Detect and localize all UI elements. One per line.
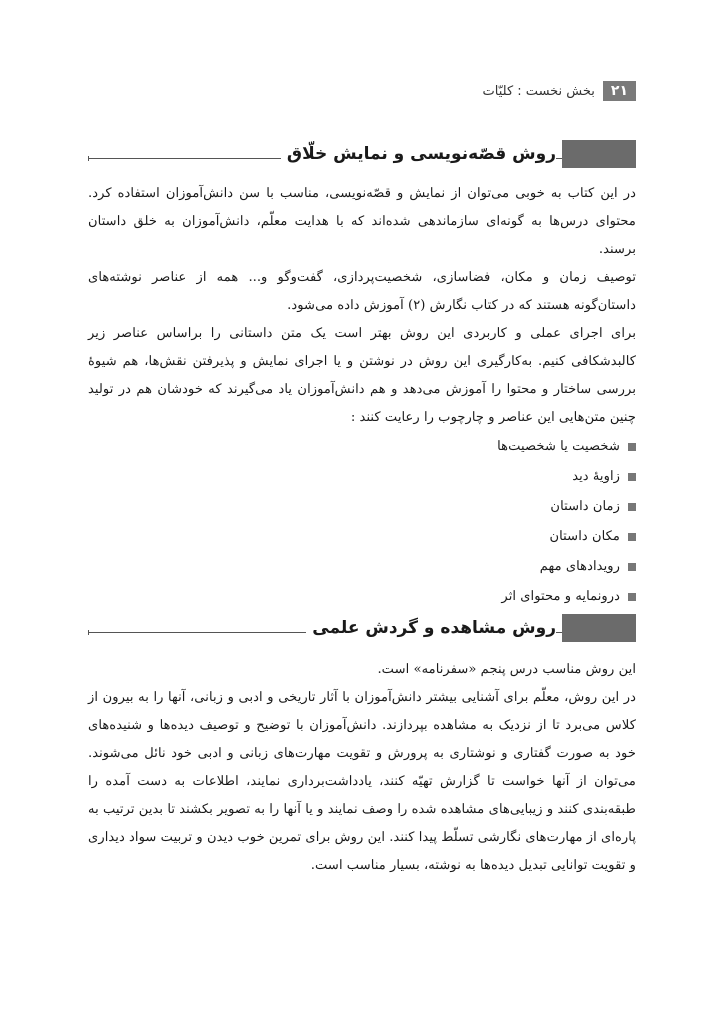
list-item: زاویهٔ دید — [88, 462, 636, 492]
list-item: شخصیت یا شخصیت‌ها — [88, 432, 636, 462]
square-bullet-icon — [628, 473, 636, 481]
section-title: روش قصّه‌نویسی و نمایش خلّاق — [281, 140, 556, 168]
paragraph: برای اجرای عملی و کاربردی این روش بهتر است یک متن داستانی را براساس عناصر زیر کالبدشکافی کنیم. به‌کارگیری این روش در نوشتن و یا اجرای نمایش و پذیرفتن نقش‌ها، هم شیوهٔ بررسی ساختار و محتوا را آموزش می‌دهد و هم دانش‌آموزان یاد می‌گیرند که خودشان هم در تولید چنین متن‌هایی این عناصر و چارچوب را رعایت کنند : — [88, 326, 636, 425]
section-body-story-writing — [88, 180, 636, 612]
heading-bar — [562, 140, 636, 168]
list-item: مکان داستان — [88, 522, 636, 552]
story-elements-list — [88, 432, 636, 612]
running-header — [88, 80, 636, 102]
list-item: رویدادهای مهم — [88, 552, 636, 582]
square-bullet-icon — [628, 563, 636, 571]
section-heading-story-writing — [88, 140, 636, 168]
paragraph: در این کتاب به خوبی می‌توان از نمایش و قصّه‌نویسی، مناسب با سن دانش‌آموزان استفاده کرد. محتوای درس‌ها به گونه‌ای سازماندهی شده‌اند که با هدایت معلّم، دانش‌آموزان به خلق داستان برسند. — [88, 186, 636, 257]
list-item: زمان داستان — [88, 492, 636, 522]
list-item: درونمایه و محتوای اثر — [88, 582, 636, 612]
square-bullet-icon — [628, 503, 636, 511]
heading-bar — [562, 614, 636, 642]
page-number: ۲۱ — [603, 81, 636, 101]
section-heading-observation — [88, 614, 636, 642]
paragraph: این روش مناسب درس پنجم «سفرنامه» است. — [377, 662, 636, 677]
running-title: بخش نخست : کلیّات — [482, 83, 595, 99]
section-title: روش مشاهده و گردش علمی — [306, 614, 556, 642]
section-body-observation — [88, 656, 636, 880]
paragraph: در این روش، معلّم برای آشنایی بیشتر دانش‌آموزان با آثار تاریخی و ادبی و زبانی، آنها را به بیرون از کلاس می‌برد تا از نزدیک به مشاهده بپردازند. دانش‌آموزان با توضیح و توصیف دیده‌ها و شنیده‌های خود به صورت گفتاری و نوشتاری به پرورش و تقویت مهارت‌های زبانی و ادبی خود نائل می‌شوند. می‌توان از آنها خواست تا گزارش تهیّه کنند، یادداشت‌برداری نمایند، اطلاعات به دست آمده را طبقه‌بندی کنند و زیبایی‌های مشاهده شده را وصف نمایند و یا آنها را به تصویر بکشند تا بدین ترتیب به پاره‌ای از مهارت‌های نگارشی تسلّط پیدا کنند. این روش برای تمرین خوب دیدن و تربیت سواد دیداری و تقویت توانایی تبدیل دیده‌ها به نوشته، بسیار مناسب است. — [88, 690, 636, 873]
square-bullet-icon — [628, 443, 636, 451]
paragraph: توصیف زمان و مکان، فضاسازی، شخصیت‌پردازی، گفت‌وگو و... همه از عناصر نوشته‌های داستان‌گونه هستند که در کتاب نگارش (۲) آموزش داده می‌شود. — [88, 270, 636, 313]
square-bullet-icon — [628, 533, 636, 541]
square-bullet-icon — [628, 593, 636, 601]
